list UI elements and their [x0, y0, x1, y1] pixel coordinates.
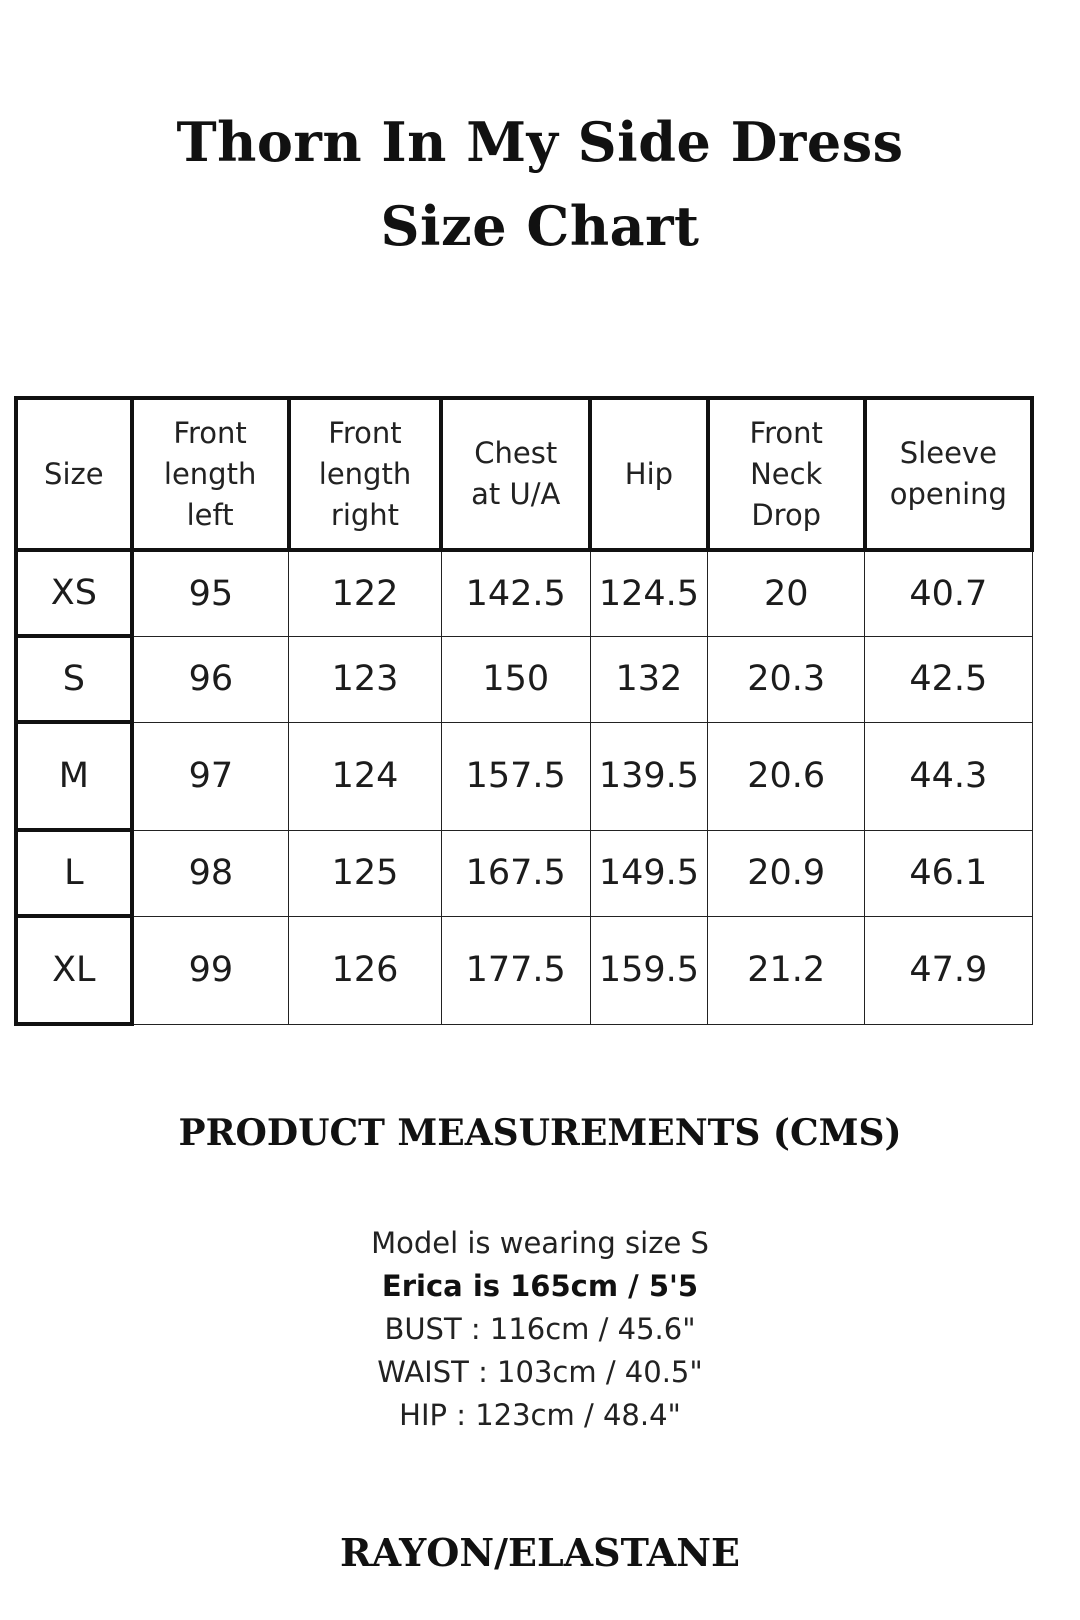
table-cell: 99 [132, 916, 289, 1024]
table-cell: 96 [132, 636, 289, 722]
title-line-2: Size Chart [380, 194, 700, 258]
header-front-neck-drop: Front Neck Drop [708, 398, 865, 550]
table-cell: 122 [289, 550, 442, 636]
table-row [16, 636, 1032, 722]
table-row [16, 830, 1032, 916]
fabric-composition: RAYON/ELASTANE [339, 1530, 740, 1575]
model-size-text: Model is wearing size S [371, 1226, 709, 1260]
table-cell: 159.5 [590, 916, 708, 1024]
table-cell: 139.5 [590, 722, 708, 830]
table-cell: 125 [289, 830, 442, 916]
table-cell: 149.5 [590, 830, 708, 916]
model-waist-text: WAIST : 103cm / 40.5" [377, 1355, 703, 1389]
table-cell: 97 [132, 722, 289, 830]
header-chest: Chest at U/A [441, 398, 590, 550]
table-cell: 42.5 [865, 636, 1032, 722]
size-cell: L [16, 830, 132, 916]
table-cell: 167.5 [441, 830, 590, 916]
table-cell: 98 [132, 830, 289, 916]
table-row [16, 722, 1032, 830]
header-front-length-left: Front length left [132, 398, 289, 550]
header-hip: Hip [590, 398, 708, 550]
header-sleeve-opening: Sleeve opening [865, 398, 1032, 550]
size-chart-table [14, 396, 1034, 1026]
table-cell: 44.3 [865, 722, 1032, 830]
table-cell: 150 [441, 636, 590, 722]
model-bust-text: BUST : 116cm / 45.6" [384, 1312, 696, 1346]
table-row [16, 550, 1032, 636]
table-cell: 20.6 [708, 722, 865, 830]
model-info [0, 1222, 1080, 1437]
header-front-length-right: Front length right [289, 398, 442, 550]
table-row [16, 916, 1032, 1024]
size-cell: S [16, 636, 132, 722]
table-cell: 47.9 [865, 916, 1032, 1024]
table-cell: 177.5 [441, 916, 590, 1024]
size-cell: XS [16, 550, 132, 636]
measurements-heading: PRODUCT MEASUREMENTS (CMS) [178, 1112, 902, 1154]
size-cell: XL [16, 916, 132, 1024]
table-cell: 40.7 [865, 550, 1032, 636]
table-cell: 20.3 [708, 636, 865, 722]
table-cell: 20.9 [708, 830, 865, 916]
header-size: Size [16, 398, 132, 550]
table-cell: 142.5 [441, 550, 590, 636]
table-cell: 124.5 [590, 550, 708, 636]
table-header-row [16, 398, 1032, 550]
table-cell: 95 [132, 550, 289, 636]
model-hip-text: HIP : 123cm / 48.4" [399, 1398, 681, 1432]
page-title [0, 100, 1080, 268]
table-cell: 123 [289, 636, 442, 722]
table-cell: 157.5 [441, 722, 590, 830]
table-cell: 124 [289, 722, 442, 830]
model-height-text: Erica is 165cm / 5'5 [381, 1269, 699, 1303]
table-cell: 132 [590, 636, 708, 722]
size-cell: M [16, 722, 132, 830]
table-cell: 46.1 [865, 830, 1032, 916]
table-cell: 20 [708, 550, 865, 636]
table-cell: 21.2 [708, 916, 865, 1024]
table-cell: 126 [289, 916, 442, 1024]
title-line-1: Thorn In My Side Dress [176, 110, 904, 174]
